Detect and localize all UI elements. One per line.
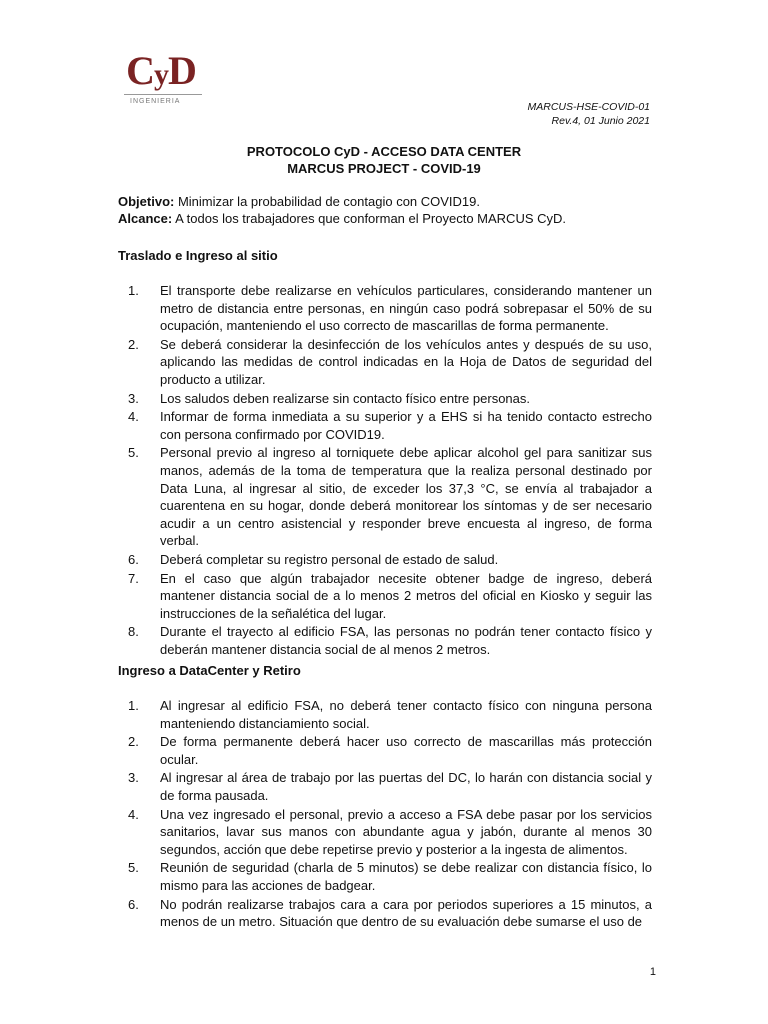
item-text: Informar de forma inmediata a su superior y a EHS si ha tenido contacto estrecho con persona confirmado por COVID19. xyxy=(160,409,652,442)
item-number: 2. xyxy=(128,336,139,352)
list-item xyxy=(118,408,652,443)
objective-text: Minimizar la probabilidad de contagio con COVID19. xyxy=(174,194,481,209)
list-item xyxy=(118,733,652,768)
item-number: 8. xyxy=(128,624,139,640)
objective-label: Objetivo: xyxy=(118,194,175,209)
section-heading-transfer: Traslado e Ingreso al sitio xyxy=(118,248,278,263)
document-title xyxy=(0,143,768,177)
item-text: En el caso que algún trabajador necesite obtener badge de ingreso, deberá mantener distancia social de a lo menos 2 metros del oficial en Kiosko y seguir las instrucciones de la señalética del lugar. xyxy=(160,570,652,621)
item-number: 6. xyxy=(128,551,139,567)
item-text: No podrán realizarse trabajos cara a cara por periodos superiores a 15 minutos, a menos de un metro. Situación que dentro de su evaluación debe sumarse el uso de xyxy=(160,896,652,930)
document-revision: Rev.4, 01 Junio 2021 xyxy=(551,115,650,127)
document-meta xyxy=(118,193,566,227)
item-text: Una vez ingresado el personal, previo a acceso a FSA debe pasar por los servicios sanitarios, lavar sus manos con abundante agua y jabón, durante al menos 30 segundos, acción que debe repetirse previo y posterior a la ingesta de alimentos. xyxy=(160,806,652,857)
list-item xyxy=(118,336,652,389)
list-item xyxy=(118,570,652,623)
item-number: 1. xyxy=(128,283,139,298)
item-number: 5. xyxy=(128,445,139,461)
list-item xyxy=(118,444,652,550)
section-heading-datacenter: Ingreso a DataCenter y Retiro xyxy=(118,663,301,678)
item-number: 3. xyxy=(128,770,139,786)
list-item xyxy=(118,623,652,658)
transfer-list xyxy=(118,282,652,659)
list-item xyxy=(118,390,652,408)
item-text: Al ingresar al edificio FSA, no deberá tener contacto físico con ninguna persona manteniendo distanciamiento social. xyxy=(160,698,652,731)
title-line-1: PROTOCOLO CyD - ACCESO DATA CENTER xyxy=(246,144,522,159)
list-item xyxy=(118,859,652,894)
item-number: 3. xyxy=(128,390,139,406)
document-reference xyxy=(527,100,650,128)
datacenter-list xyxy=(118,697,652,932)
item-number: 2. xyxy=(128,734,139,750)
item-number: 4. xyxy=(128,806,139,822)
item-number: 7. xyxy=(128,570,139,586)
logo-subtitle: INGENIERIA xyxy=(130,98,181,105)
item-text: Reunión de seguridad (charla de 5 minutos) se debe realizar con distancia físico, lo mismo para las acciones de badgear. xyxy=(160,860,652,893)
company-logo xyxy=(120,50,210,112)
item-text: Al ingresar al área de trabajo por las puertas del DC, lo harán con distancia social y de forma pausada. xyxy=(160,770,652,803)
item-text: De forma permanente deberá hacer uso correcto de mascarillas más protección ocular. xyxy=(160,734,652,767)
item-text: Se deberá considerar la desinfección de los vehículos antes y después de su uso, aplicando las medidas de control indicadas en la Hoja de Datos de seguridad del producto a utilizar. xyxy=(160,336,652,387)
list-item xyxy=(118,806,652,859)
scope-label: Alcance: xyxy=(118,211,173,226)
list-item xyxy=(118,697,652,732)
item-text: Durante el trayecto al edificio FSA, las personas no podrán tener contacto físico y deberán mantener distancia social de al menos 2 metros. xyxy=(160,624,652,657)
list-item xyxy=(118,896,652,931)
item-number: 4. xyxy=(128,409,139,425)
item-text: El transporte debe realizarse en vehículos particulares, considerando mantener un metro de distancia entre personas, en ningún caso podrá sobrepasar el 50% de su ocupación, manteniendo el uso correcto de mascarillas de forma permanente. xyxy=(160,283,652,334)
item-text: Los saludos deben realizarse sin contacto físico entre personas. xyxy=(160,390,530,406)
objective xyxy=(118,193,566,210)
logo-mark: CyD xyxy=(126,48,196,93)
list-item xyxy=(118,551,652,569)
scope-text: A todos los trabajadores que conforman el Proyecto MARCUS CyD. xyxy=(172,211,566,226)
scope xyxy=(118,210,566,227)
title-line-2: MARCUS PROJECT - COVID-19 xyxy=(287,161,481,176)
list-item xyxy=(118,282,652,335)
list-item xyxy=(118,769,652,804)
logo-divider xyxy=(124,94,202,95)
item-text: Deberá completar su registro personal de estado de salud. xyxy=(160,551,499,567)
item-number: 6. xyxy=(128,896,139,912)
document-code: MARCUS-HSE-COVID-01 xyxy=(527,101,650,113)
page-number: 1 xyxy=(649,966,656,978)
item-text: Personal previo al ingreso al torniquete debe aplicar alcohol gel para sanitizar sus manos, además de la toma de temperatura que la realiza personal destinado por Data Luna, al ingresar al sitio, de exceder los 37,3 °C, se envía al trabajador a cuarentena en su hogar, donde deberá monitorear los síntomas y de ser necesario acudir a un centro asistencial y responder breve encuesta al ingreso, de forma verbal. xyxy=(160,445,652,549)
item-number: 1. xyxy=(128,698,139,713)
item-number: 5. xyxy=(128,860,139,876)
